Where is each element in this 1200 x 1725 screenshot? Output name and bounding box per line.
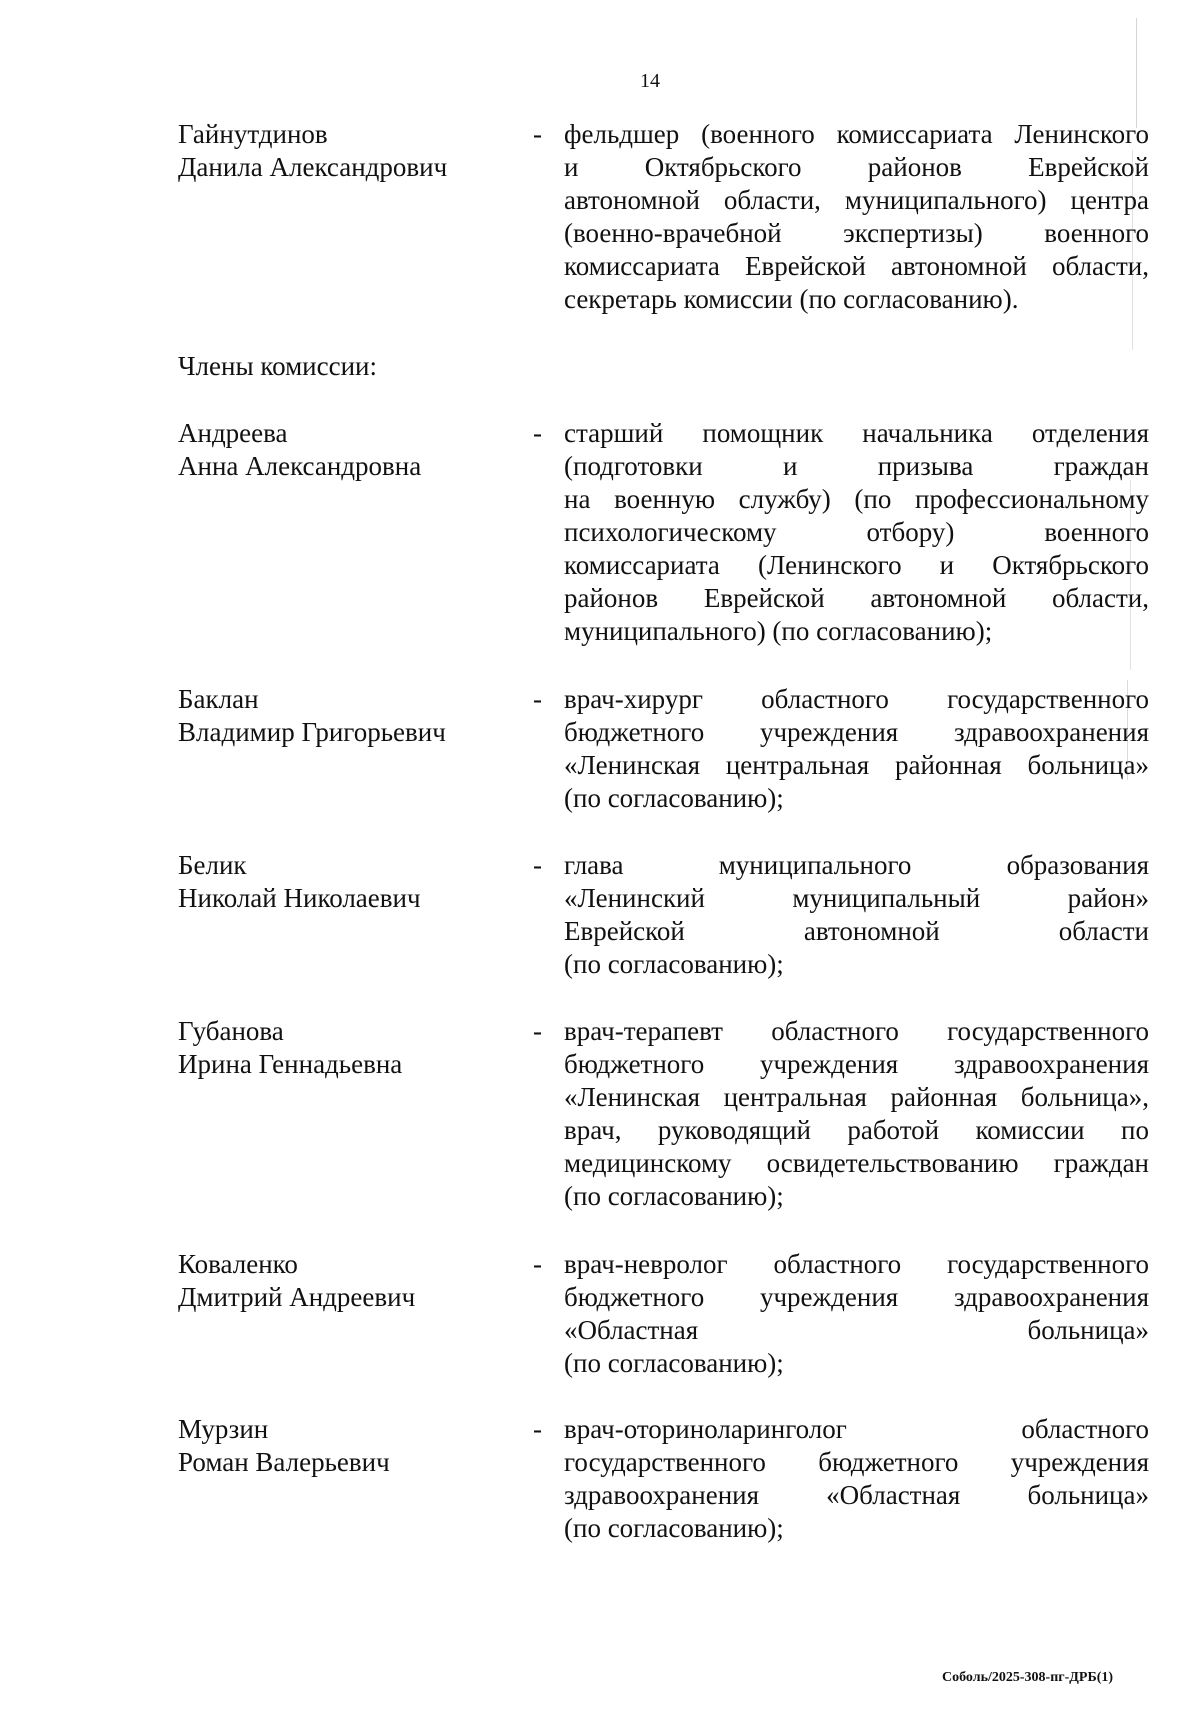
scan-artifact — [1132, 150, 1133, 350]
page-number: 14 — [640, 70, 660, 92]
dash: - — [533, 850, 542, 880]
role-line: бюджетного учреждения здравоохранения — [564, 1282, 1149, 1312]
dash: - — [533, 1249, 542, 1279]
given-names: Роман Валерьевич — [178, 1447, 390, 1477]
role-line: психологическому отбору) военного — [564, 517, 1149, 547]
role-line: (по согласованию); — [564, 1513, 784, 1543]
dash: - — [533, 1414, 542, 1444]
given-names: Владимир Григорьевич — [178, 717, 446, 747]
role-line: старший помощник начальника отделения — [564, 418, 1149, 448]
role-description — [564, 1015, 1149, 1213]
role-description — [564, 1413, 1149, 1545]
dash: - — [533, 1016, 542, 1046]
role-line: «Ленинская центральная районная больница» — [564, 750, 1149, 780]
role-line: (по согласованию); — [564, 1181, 784, 1211]
role-line: и Октябрьского районов Еврейской — [564, 152, 1149, 182]
person-name — [178, 849, 508, 915]
role-line: врач-хирург областного государственного — [564, 684, 1149, 714]
role-line: секретарь комиссии (по согласованию). — [564, 284, 1019, 314]
role-line: государственного бюджетного учреждения — [564, 1447, 1149, 1477]
person-name — [178, 417, 508, 483]
role-description — [564, 849, 1149, 981]
person-name — [178, 1413, 508, 1479]
role-description — [564, 118, 1149, 316]
dash: - — [533, 119, 542, 149]
role-line: (военно-врачебной экспертизы) военного — [564, 218, 1149, 248]
role-line: глава муниципального образования — [564, 850, 1149, 880]
person-name — [178, 118, 508, 184]
role-line: врач, руководящий работой комиссии по — [564, 1115, 1149, 1145]
role-line: бюджетного учреждения здравоохранения — [564, 1049, 1149, 1079]
given-names: Данила Александрович — [178, 152, 448, 182]
role-line: муниципального) (по согласованию); — [564, 616, 993, 646]
role-description — [564, 417, 1149, 648]
surname: Мурзин — [178, 1414, 269, 1444]
given-names: Ирина Геннадьевна — [178, 1049, 403, 1079]
person-name — [178, 683, 508, 749]
document-code: Соболь/2025-308-пг-ДРБ(1) — [942, 1670, 1114, 1685]
role-line: комиссариата Еврейской автономной области, — [564, 251, 1149, 281]
surname: Баклан — [178, 684, 259, 714]
person-name — [178, 1248, 508, 1314]
role-line: комиссариата (Ленинского и Октябрьского — [564, 550, 1149, 580]
person-name — [178, 1015, 508, 1081]
given-names: Николай Николаевич — [178, 883, 421, 913]
surname: Андреева — [178, 418, 288, 448]
role-line: (по согласованию); — [564, 949, 784, 979]
scan-artifact — [1130, 480, 1131, 670]
role-line: (по согласованию); — [564, 783, 784, 813]
role-line: «Ленинский муниципальный район» — [564, 883, 1149, 913]
role-line: «Областная больница» — [564, 1315, 1149, 1345]
dash: - — [533, 418, 542, 448]
role-line: бюджетного учреждения здравоохранения — [564, 717, 1149, 747]
role-line: врач-оториноларинголог областного — [564, 1414, 1149, 1444]
role-line: здравоохранения «Областная больница» — [564, 1480, 1149, 1510]
role-line: (по согласованию); — [564, 1348, 784, 1378]
role-line: Еврейской автономной области — [564, 916, 1149, 946]
role-line: (подготовки и призыва граждан — [564, 451, 1149, 481]
dash: - — [533, 684, 542, 714]
role-line: медицинскому освидетельствованию граждан — [564, 1148, 1149, 1178]
role-description — [564, 683, 1149, 815]
role-line: фельдшер (военного комиссариата Ленинского — [564, 119, 1149, 149]
role-line: врач-терапевт областного государственного — [564, 1016, 1149, 1046]
surname: Гайнутдинов — [178, 119, 328, 149]
surname: Белик — [178, 850, 247, 880]
scan-artifact — [1127, 680, 1128, 780]
role-line: на военную службу) (по профессиональному — [564, 484, 1149, 514]
role-line: автономной области, муниципального) центра — [564, 185, 1149, 215]
scan-artifact — [1136, 18, 1137, 128]
role-line: районов Еврейской автономной области, — [564, 583, 1149, 613]
surname: Коваленко — [178, 1249, 298, 1279]
given-names: Дмитрий Андреевич — [178, 1282, 416, 1312]
surname: Губанова — [178, 1016, 284, 1046]
role-line: врач-невролог областного государственного — [564, 1249, 1149, 1279]
given-names: Анна Александровна — [178, 451, 422, 481]
members-heading: Члены комиссии: — [178, 351, 377, 381]
role-line: «Ленинская центральная районная больница», — [564, 1082, 1149, 1112]
role-description — [564, 1248, 1149, 1380]
